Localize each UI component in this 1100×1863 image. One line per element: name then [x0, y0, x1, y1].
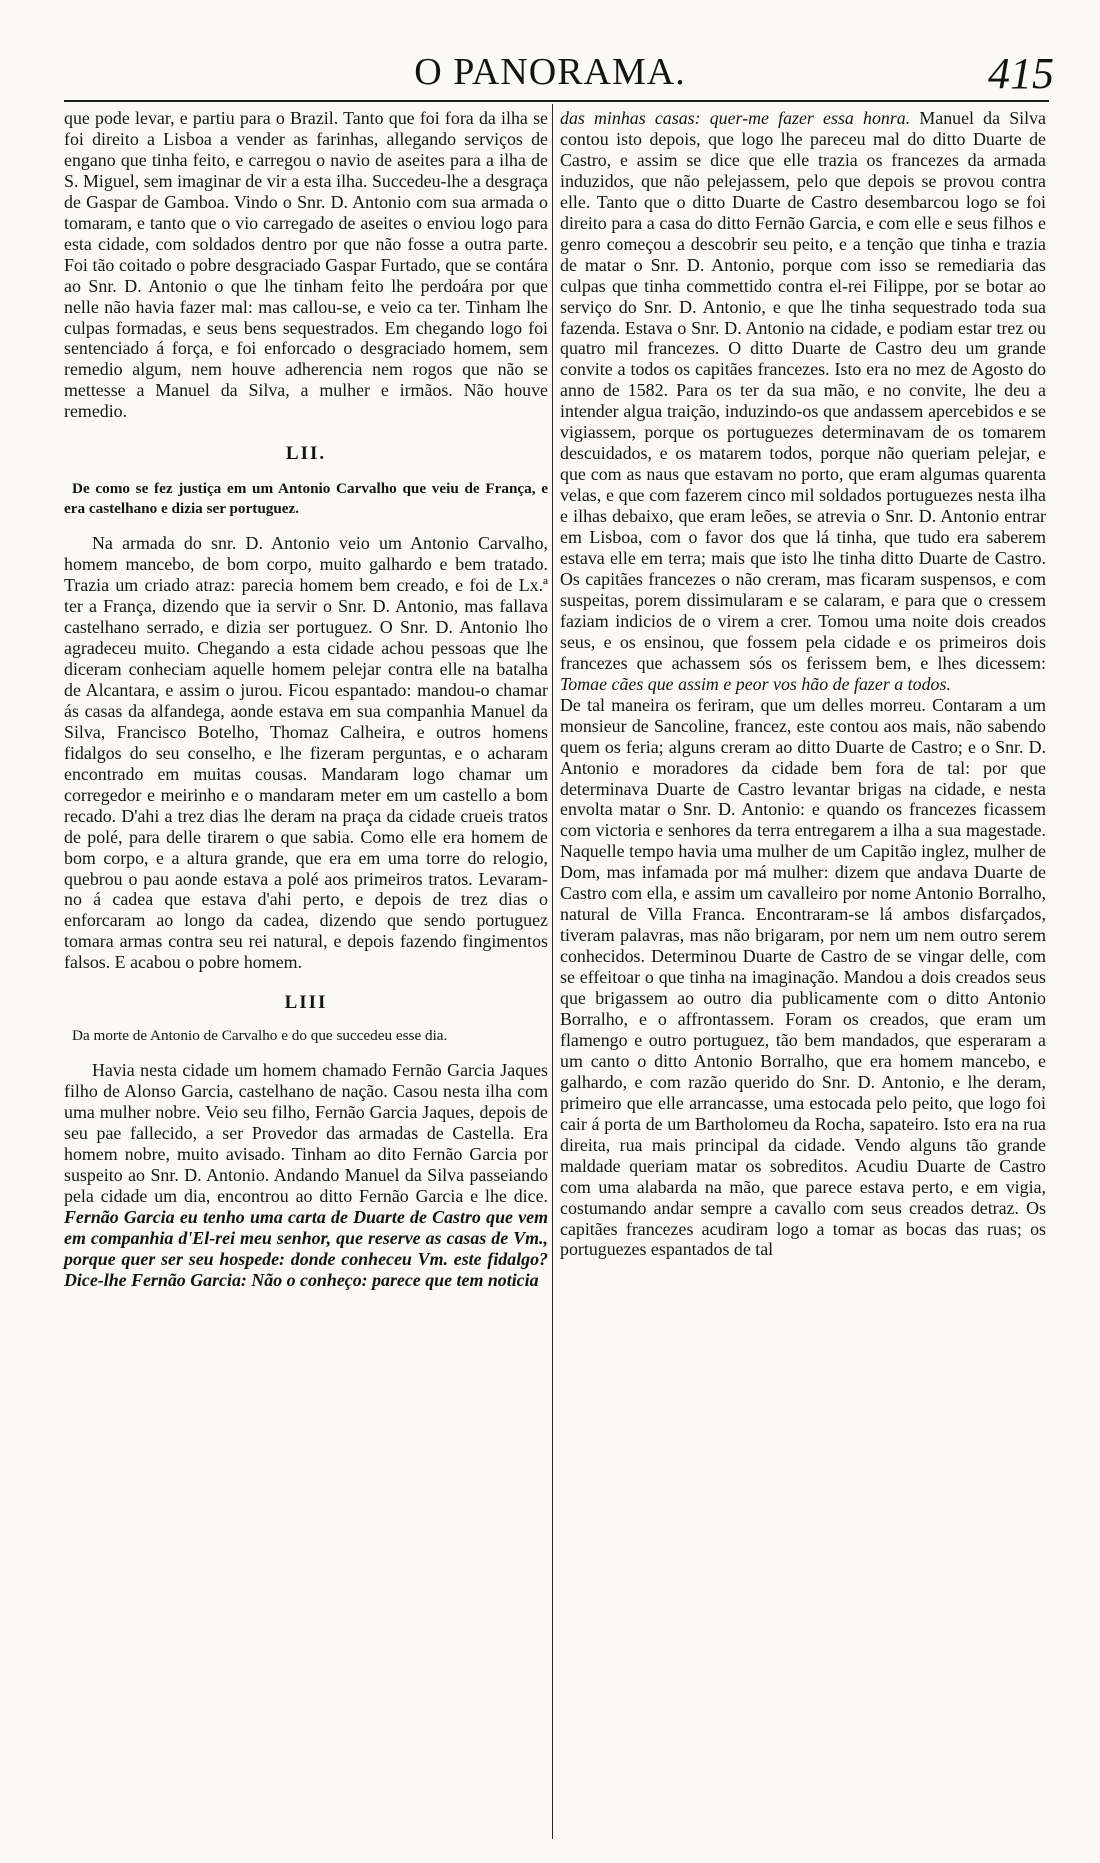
right-paragraph-1-italic: Tomae cães que assim e peor vos hão de fazer a todos.: [560, 673, 951, 694]
masthead: [0, 48, 1100, 98]
left-paragraph-2: Na armada do snr. D. Antonio veio um Antonio Carvalho, homem mancebo, de bom corpo, muito galhardo e bem tratado. Trazia um criado atraz: parecia homem bem creado, e foi de Lx.ª ter a França, dizendo que ia servir o Snr. D. Antonio, mas fallava castelhano serrado, e dizia ser portuguez. O Snr. D. Antonio lho agradeceu muito. Chegando a esta cidade achou pessoas que lhe diceram conheciam aquelle homem pelejar contra elle na batalha de Alcantara, e assim o jurou. Ficou espantado: mandou-o chamar ás casas da alfandega, aonde estava em sua companhia Manuel da Silva, Francisco Botelho, Thomaz Calheira, e outros homens fidalgos do seu conselho, e lhe fizeram perguntas, e o acharam encontrado em muitas cousas. Mandaram logo chamar um corregedor e meirinho e o mandaram meter em um castello a bom recado. D'ahi a trez dias lhe deram na praça da cidade crueis tratos de polé, para delle tirarem o que sabia. Como elle era homem de bom corpo, e a altura grande, que era em uma torre do relogio, quebrou o pau aonde estava a polé aos primeiros tratos. Levaram-no á cadea que estava d'ahi perto, e depois de trez dias o enforcaram ao longo da cadea, dizendo que sendo portuguez tomara armas contra seu rei natural, e depois fazendo fingimentos falsos. E acabou o pobre homem.: [64, 533, 548, 973]
right-paragraph-1-text: Manuel da Silva contou isto depois, que logo lhe pareceu mal do ditto Duarte de Castro, e assim se dice que elle trazia os francezes da armada induzidos, que não pelejassem, pelo que depois se provou contra elle. Tanto que o ditto Duarte de Castro desembarcou logo se foi direito para a casa do ditto Fernão Garcia, e com elle e seus filhos e genro começou a descobrir seu peito, e a tenção que tinha e trazia de matar o Snr. D. Antonio, porque com isso se remediaria das culpas que tinha commettido contra el-rei Filippe, por se botar ao serviço do Snr. D. Antonio, e que lhe tinha sequestrado toda sua fazenda. Estava o Snr. D. Antonio na cidade, e podiam estar trez ou quatro mil francezes. O ditto Duarte de Castro deu um grande convite a todos os capitães francezes. Isto era no mez de Agosto do anno de 1582. Para os ter da sua mão, e no convite, lhe deu a intender algua traição, induzindo-os que andassem apercebidos e se vigiassem, porque os portuguezes determinavam de os tomarem descuidados, e os matarem todos, porque não queriam pelejar, e que com as naus que estavam no porto, que eram algumas quarenta velas, e que com fazerem cinco mil soldados portuguezes nesta ilha e ilhas debaixo, que eram leões, se atrevia o Snr. D. Antonio entrar em Lisboa, com o favor dos que lá tinha, que tudo era saberem estava elle em terra; mais que isto lhe tinha ditto Duarte de Castro. Os capitães francezes o não creram, mas ficaram suspensos, e com suspeitas, porem dissimularam e se calaram, e para que o cressem faziam indicios de o virem a crer. Tomou uma noite dois creados seus, e os ensinou, que fossem pela cidade e os primeiros dois francezes que achassem sós os ferissem bem, e lhes dicessem:: [560, 108, 1046, 673]
section-heading-liii: LIII: [284, 992, 328, 1014]
left-paragraph-1: que pode levar, e partiu para o Brazil. Tanto que foi fora da ilha se foi direito a Lisboa a vender as farinhas, allegando serviços de engano que tinha feito, e carregou o navio de aseites para a ilha de S. Miguel, sem imaginar de vir a esta ilha. Succedeu-lhe a desgraça de Gaspar de Gamboa. Vindo o Snr. D. Antonio com sua armada o tomaram, e tanto que o vio carregado de aseites o enviou logo para esta cidade, com soldados dentro por que não fosse a outra parte. Foi tão coitado o pobre desgraciado Gaspar Furtado, que se contára ao Snr. D. Antonio o que lhe tinham feito lhe perdoára por que nelle não havia fazer mal: mas callou-se, e veio ca ter. Tinham lhe culpas formadas, e seus bens sequestrados. Em chegando logo foi sentenciado á força, e foi enforcado o desgraciado homem, sem remedio algum, nem houve adherencia nem rogos que não se mettesse a Manuel da Silva, a mulher e irmãos. Não houve remedio.: [64, 108, 548, 422]
section-heading-lii: LII.: [285, 443, 327, 465]
section-summary-lii: De como se fez justiça em um Antonio Carvalho que veiu de França, e era castelhano e dizia ser portuguez.: [64, 480, 548, 518]
publication-title: O PANORAMA.: [414, 51, 686, 93]
right-paragraph-2: De tal maneira os feriram, que um delles morreu. Contaram a um monsieur de Sancoline, francez, este contou aos mais, não sabendo quem os feria; alguns creram ao ditto Duarte de Castro; e o Snr. D. Antonio e moradores da cidade bem fora de tal: por que determinava Duarte de Castro levantar brigas na cidade, e nesta envolta matar o Snr. D. Antonio: e quando os francezes ficassem com victoria e senhores da terra entregarem a ilha a sua magestade. Naquelle tempo havia uma mulher de um Capitão inglez, mulher de Dom, mas infamada por má mulher: dizem que andava Duarte de Castro com ella, e assim um cavalleiro por nome Antonio Borralho, natural de Villa Franca. Encontraram-se lá ambos disfarçados, tiveram palavras, mas não brigaram, por nem um nem outro serem conhecidos. Determinou Duarte de Castro de se vingar delle, com se effeitoar o que tinha na imaginação. Mandou a dois creados seus que brigassem ao outro dia publicamente com o ditto Antonio Borralho, e o affrontassem. Foram os creados, que eram um flamengo e outro portuguez, tão bem mandados, que esperaram a um canto o ditto Antonio Borralho, que era homem mancebo, e galhardo, e com razão querido do Snr. D. Antonio, e lhe deram, primeiro que elle arrancasse, uma estocada pelo peito, que logo foi cair á porta de um Bartholomeu da Rocha, sapateiro. Isto era na rua direita, rua mais principal da cidade. Vendo alguns tão grande maldade queriam matar os sobreditos. Acudiu Duarte de Castro com uma alabarda na mão, que parece estava perto, e em vigia, costumando andar sempre a cavallo com seus creados detraz. Os capitães francezes acudiram logo a tomar as bocas das ruas; os portuguezes espantados de tal: [560, 694, 1046, 1260]
left-paragraph-3: [64, 1060, 548, 1290]
left-paragraph-3-italic: Fernão Garcia eu tenho uma carta de Duarte de Castro que vem em companhia d'El-rei meu senhor, que reserve as casas de Vm., porque quer ser seu hospede: donde conheceu Vm. este fidalgo? Dice-lhe Fernão Garcia: Não o conheço: parece que tem noticia: [64, 1206, 548, 1290]
right-paragraph-1: [560, 108, 1046, 695]
right-italic-lead: das minhas casas: quer-me fazer essa honra.: [560, 108, 911, 128]
left-paragraph-3-text: Havia nesta cidade um homem chamado Fernão Garcia Jaques filho de Alonso Garcia, castelhano de nação. Casou nesta ilha com uma mulher nobre. Veio seu filho, Fernão Garcia Jaques, depois de seu pae fallecido, a ser Provedor das armadas de Castella. Era homem nobre, muito avisado. Tinham ao dito Fernão Garcia por suspeito ao Snr. D. Antonio. Andando Manuel da Silva passeiando pela cidade um dia, encontrou ao ditto Fernão Garcia e lhe dice.: [64, 1060, 548, 1206]
header-rule: [64, 100, 1049, 102]
column-divider: [552, 104, 553, 1839]
section-summary-liii: Da morte de Antonio de Carvalho e do que succedeu esse dia.: [72, 1027, 448, 1045]
page-number: 415: [988, 49, 1054, 98]
left-column: [64, 108, 548, 1291]
right-column: [560, 108, 1046, 1260]
